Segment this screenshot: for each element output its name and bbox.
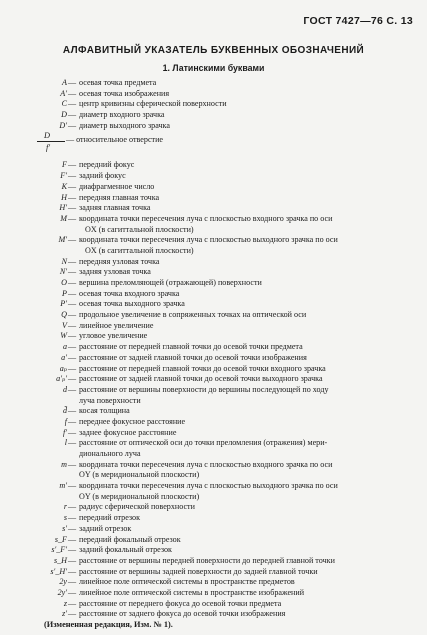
definition: передний фокус bbox=[79, 160, 135, 170]
fraction-entry bbox=[0, 131, 427, 160]
symbol: P′ bbox=[60, 299, 67, 309]
list-item: s_H — расстояние от вершины передней поверхности до передней главной точки bbox=[0, 556, 427, 567]
list-item: W — угловое увеличение bbox=[0, 331, 427, 342]
symbol: z bbox=[63, 598, 67, 608]
symbol: C bbox=[61, 99, 67, 109]
definition: линейное поле оптической системы в пространстве предметов bbox=[79, 577, 295, 587]
symbol: z′ bbox=[62, 609, 67, 619]
symbol: D bbox=[61, 110, 67, 120]
symbol: aₚ bbox=[59, 363, 67, 373]
symbol: d bbox=[62, 384, 67, 394]
definition-continuation: OY (в меридиональной плоскости) bbox=[79, 491, 200, 501]
definition: осевая точка входного зрачка bbox=[79, 288, 180, 298]
definition-continuation: OX (в сагиттальной плоскости) bbox=[85, 224, 194, 234]
list-item: s′_H′ — расстояние от вершины задней поверхности до задней главной точки bbox=[0, 567, 427, 578]
list-item: a — расстояние от передней главной точки до осевой точки предмета bbox=[0, 342, 427, 353]
definition: координата точки пересечения луча с плоскостью выходного зрачка по оси bbox=[79, 481, 338, 491]
list-item: M′ — координата точки пересечения луча с плоскостью выходного зрачка по оси bbox=[0, 235, 427, 246]
symbol: a bbox=[62, 342, 67, 352]
definition: расстояние от вершины задней поверхности до задней главной точки bbox=[79, 566, 318, 576]
symbol: a′ bbox=[61, 352, 67, 362]
symbol: l bbox=[64, 438, 67, 448]
symbol: W bbox=[60, 331, 67, 341]
symbol: d̃ bbox=[62, 406, 67, 416]
symbol: s′ bbox=[62, 523, 67, 533]
definition: расстояние от вершины поверхности до вершины последующей по ходу bbox=[79, 384, 329, 394]
definition-continuation: дионального луча bbox=[79, 449, 141, 458]
symbol: K bbox=[61, 181, 67, 191]
symbol: s_F bbox=[54, 534, 67, 544]
list-item: s — передний отрезок bbox=[0, 513, 427, 524]
list-item: N — передняя узловая точка bbox=[0, 257, 427, 268]
definition: расстояние от передней главной точки до осевой точки входного зрачка bbox=[79, 363, 326, 373]
definition: передний отрезок bbox=[79, 513, 141, 523]
definition: задняя узловая точка bbox=[79, 267, 151, 277]
list-item: V — линейное увеличение bbox=[0, 321, 427, 332]
list-item: f′ — заднее фокусное расстояние bbox=[0, 428, 427, 439]
list-item: F — передний фокус bbox=[0, 160, 427, 171]
list-item: D — диаметр входного зрачка bbox=[0, 110, 427, 121]
definition: задний фокус bbox=[79, 171, 126, 181]
definition: диаметр входного зрачка bbox=[79, 110, 165, 120]
symbol: D′ bbox=[59, 120, 67, 130]
list-item: z′ — расстояние от заднего фокуса до осевой точки изображения bbox=[0, 609, 427, 620]
symbol: O bbox=[61, 278, 67, 287]
definition: осевая точка выходного зрачка bbox=[79, 299, 185, 309]
definition: заднее фокусное расстояние bbox=[79, 427, 177, 437]
symbol: N bbox=[61, 256, 67, 266]
definition: расстояние от переднего фокуса до осевой точки предмета bbox=[79, 598, 282, 608]
list-item: D′ — диаметр выходного зрачка bbox=[0, 121, 427, 132]
symbol: 2y bbox=[59, 577, 67, 587]
list-item-continuation bbox=[0, 492, 427, 503]
list-item: r — радиус сферической поверхности bbox=[0, 502, 427, 513]
list-item: s′_F′ — задний фокальный отрезок bbox=[0, 545, 427, 556]
definition: передняя узловая точка bbox=[79, 256, 160, 266]
definition: расстояние от оптической оси до точки преломления (отражения) мери- bbox=[79, 438, 328, 448]
symbol: H bbox=[61, 192, 67, 202]
list-item: P — осевая точка входного зрачка bbox=[0, 289, 427, 300]
definition: передняя главная точка bbox=[79, 192, 160, 202]
list-item: C — центр кривизны сферической поверхности bbox=[0, 99, 427, 110]
symbol: V bbox=[62, 320, 67, 330]
definition: расстояние от вершины передней поверхности до передней главной точки bbox=[79, 555, 335, 565]
definition: угловое увеличение bbox=[79, 331, 148, 341]
symbol: A′ bbox=[60, 88, 67, 98]
definition: косая толщина bbox=[79, 406, 130, 416]
symbol: s′_H′ bbox=[50, 566, 67, 576]
symbol: H′ bbox=[59, 203, 67, 213]
definition: расстояние от заднего фокуса до осевой точки изображения bbox=[79, 609, 286, 619]
symbol: A bbox=[62, 78, 67, 87]
list-item: 2y — линейное поле оптической системы в пространстве предметов bbox=[0, 577, 427, 588]
list-item: f — переднее фокусное расстояние bbox=[0, 417, 427, 428]
symbol: F bbox=[62, 160, 67, 170]
symbol: Q bbox=[61, 310, 67, 320]
definition: радиус сферической поверхности bbox=[79, 502, 195, 512]
list-item: z — расстояние от переднего фокуса до осевой точки предмета bbox=[0, 599, 427, 610]
definition: расстояние от задней главной точки до осевой точки изображения bbox=[79, 352, 307, 362]
list-item-continuation bbox=[0, 396, 427, 407]
symbol: M′ bbox=[58, 235, 67, 245]
definition-continuation: OY (в меридиональной плоскости) bbox=[79, 470, 200, 480]
page-title: АЛФАВИТНЫЙ УКАЗАТЕЛЬ БУКВЕННЫХ ОБОЗНАЧЕНИЙ bbox=[62, 45, 365, 56]
definition: координата точки пересечения луча с плоскостью входного зрачка по оси bbox=[79, 459, 333, 469]
symbol: 2y′ bbox=[57, 587, 67, 597]
definition: центр кривизны сферической поверхности bbox=[79, 99, 227, 109]
list-item: H′ — задняя главная точка bbox=[0, 203, 427, 214]
list-item: K — диафрагменное число bbox=[0, 182, 427, 193]
list-item: d̃ — косая толщина bbox=[0, 406, 427, 417]
list-item: 2y′ — линейное поле оптической системы в пространстве изображений bbox=[0, 588, 427, 599]
definition: линейное увеличение bbox=[79, 320, 154, 330]
list-item-continuation bbox=[0, 246, 427, 257]
list-item: M — координата точки пересечения луча с плоскостью входного зрачка по оси bbox=[0, 214, 427, 225]
list-item: s′ — задний отрезок bbox=[0, 524, 427, 535]
definition: координата точки пересечения луча с плоскостью выходного зрачка по оси bbox=[79, 235, 338, 245]
list-item: s_F — передний фокальный отрезок bbox=[0, 535, 427, 546]
definition: осевая точка изображения bbox=[79, 88, 170, 98]
definition: — относительное отверстие bbox=[66, 135, 163, 145]
definition: задний фокальный отрезок bbox=[79, 545, 172, 555]
fraction-numerator: D bbox=[44, 131, 50, 141]
list-item: O — вершина преломляющей (отражающей) поверхности bbox=[0, 278, 427, 289]
definition: осевая точка предмета bbox=[79, 78, 157, 87]
list-item: l — расстояние от оптической оси до точки преломления (отражения) мери- bbox=[0, 438, 427, 449]
definition: линейное поле оптической системы в пространстве изображений bbox=[79, 587, 305, 597]
definition: переднее фокусное расстояние bbox=[79, 416, 186, 426]
definition: передний фокальный отрезок bbox=[79, 534, 181, 544]
list-item: a′ₚ′ — расстояние от задней главной точки до осевой точки выходного зрачка bbox=[0, 374, 427, 385]
symbol: a′ₚ′ bbox=[56, 374, 67, 384]
list-item-continuation bbox=[0, 225, 427, 236]
running-head: ГОСТ 7427—76 С. 13 bbox=[303, 15, 413, 27]
definition: продольное увеличение в сопряженных точках на оптической оси bbox=[79, 310, 307, 320]
symbol: m bbox=[61, 459, 67, 469]
symbol: m′ bbox=[59, 481, 67, 491]
symbol: s bbox=[63, 513, 67, 523]
footnote-text: (Измененная редакция, Изм. № 1). bbox=[44, 620, 173, 629]
list-item: a′ — расстояние от задней главной точки до осевой точки изображения bbox=[0, 353, 427, 364]
symbol: f bbox=[64, 416, 67, 426]
list-item-continuation bbox=[0, 470, 427, 481]
symbol: F′ bbox=[60, 171, 67, 181]
fraction-bar bbox=[37, 141, 65, 142]
section-subtitle: 1. Латинскими буквами bbox=[162, 63, 265, 73]
list-item-continuation bbox=[0, 449, 427, 460]
symbol-index bbox=[0, 78, 427, 631]
definition-continuation: OX (в сагиттальной плоскости) bbox=[85, 245, 194, 255]
list-item: A — осевая точка предмета bbox=[0, 78, 427, 89]
definition: диафрагменное число bbox=[79, 181, 155, 191]
definition: расстояние от передней главной точки до осевой точки предмета bbox=[79, 342, 303, 352]
symbol: N′ bbox=[59, 267, 67, 277]
list-item: P′ — осевая точка выходного зрачка bbox=[0, 299, 427, 310]
list-item: H — передняя главная точка bbox=[0, 193, 427, 204]
list-item: m′ — координата точки пересечения луча с плоскостью выходного зрачка по оси bbox=[0, 481, 427, 492]
symbol: s_H bbox=[53, 555, 67, 565]
list-item: m — координата точки пересечения луча с плоскостью входного зрачка по оси bbox=[0, 460, 427, 471]
definition-continuation: луча поверхности bbox=[79, 395, 141, 405]
symbol: s′_F′ bbox=[51, 545, 67, 555]
list-item: N′ — задняя узловая точка bbox=[0, 267, 427, 278]
symbol: M bbox=[60, 213, 67, 223]
fraction-denominator: f′ bbox=[46, 143, 51, 153]
symbol: r bbox=[63, 502, 67, 512]
symbol: f′ bbox=[62, 427, 67, 437]
list-item: d — расстояние от вершины поверхности до вершины последующей по ходу bbox=[0, 385, 427, 396]
list-item: A′ — осевая точка изображения bbox=[0, 89, 427, 100]
amendment-note bbox=[0, 620, 427, 631]
definition: задняя главная точка bbox=[79, 203, 151, 213]
definition: координата точки пересечения луча с плоскостью входного зрачка по оси bbox=[79, 213, 333, 223]
definition: задний отрезок bbox=[79, 523, 132, 533]
list-item: F′ — задний фокус bbox=[0, 171, 427, 182]
definition: вершина преломляющей (отражающей) поверхности bbox=[79, 278, 262, 287]
list-item: Q — продольное увеличение в сопряженных точках на оптической оси bbox=[0, 310, 427, 321]
symbol: P bbox=[62, 288, 67, 298]
list-item: aₚ — расстояние от передней главной точки до осевой точки входного зрачка bbox=[0, 364, 427, 375]
definition: расстояние от задней главной точки до осевой точки выходного зрачка bbox=[79, 374, 323, 384]
definition: диаметр выходного зрачка bbox=[79, 120, 170, 130]
